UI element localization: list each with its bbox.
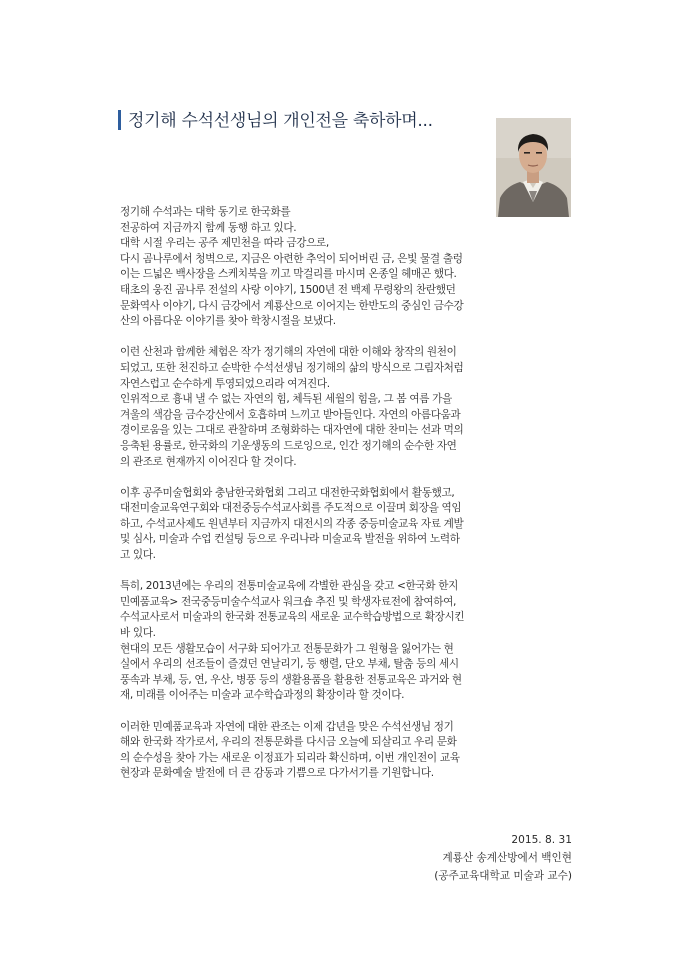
text-line: 특히, 2013년에는 우리의 전통미술교육에 각별한 관심을 갖고 <한국화 한지 xyxy=(120,580,458,593)
text-line: 태초의 웅진 곰나루 전설의 사랑 이야기, 1500년 전 백제 무령왕의 찬란했던 xyxy=(120,283,456,296)
text-line: 실에서 우리의 선조들이 즐겼던 연날리기, 등 행렬, 단오 부채, 탈춤 등의 세시 xyxy=(120,658,459,671)
text-line: 의 순수성을 찾아 가는 새로운 이정표가 되리라 확신하며, 이번 개인전이 교육 xyxy=(120,751,460,764)
paragraph-5 xyxy=(120,720,572,782)
text-line: 겨울의 색감을 금수강산에서 호흡하며 느끼고 받아들인다. 자연의 아름다움과 xyxy=(120,408,461,421)
page-title: 정기해 수석선생님의 개인전을 축하하며... xyxy=(128,111,433,131)
text-line: 바 있다. xyxy=(120,627,156,640)
text-line: 하고, 수석교사제도 원년부터 지금까지 대전시의 각종 중등미술교육 자료 계발 xyxy=(120,517,464,530)
paragraph-4 xyxy=(120,579,572,704)
text-line: 다시 곰나루에서 청벽으로, 지금은 아련한 추억이 되어버린 금, 은빛 물결 출렁 xyxy=(120,252,463,265)
text-line: 대전미술교육연구회와 대전중등수석교사회를 주도적으로 이끌며 회장을 역임 xyxy=(120,502,462,515)
text-line: 민예품교육> 전국중등미술수석교사 워크숍 추진 및 학생자료전에 참여하여, xyxy=(120,595,457,608)
text-line: 및 심사, 미술과 수업 컨설팅 등으로 우리나라 미술교육 발전을 위하여 노력하 xyxy=(120,533,460,546)
text-line: 풍속과 부채, 등, 연, 우산, 병풍 등의 생활용품을 활용한 전통교육은 과거와 현 xyxy=(120,673,462,686)
signature-date: 2015. 8. 31 xyxy=(511,834,572,846)
paragraph-1 xyxy=(120,205,572,330)
text-line: 이는 드넓은 백사장을 스케치북을 끼고 막걸리를 마시며 온종일 헤매곤 했다. xyxy=(120,268,457,281)
text-line: 고 있다. xyxy=(120,549,156,562)
signature-block xyxy=(434,831,572,885)
text-line: 현대의 모든 생활모습이 서구화 되어가고 전통문화가 그 원형을 잃어가는 현 xyxy=(120,642,454,655)
text-line: 이러한 민예품교육과 자연에 대한 관조는 이제 갑년을 맞은 수석선생님 정기 xyxy=(120,720,454,733)
text-line: 해와 한국화 작가로서, 우리의 전통문화를 다시금 오늘에 되살리고 우리 문화 xyxy=(120,736,457,749)
letter-body xyxy=(120,205,572,798)
signature-location: 계룡산 송계산방에서 백인현 xyxy=(442,852,572,864)
text-line: 수석교사로서 미술과의 한국화 전통교육의 새로운 교수학습방법으로 확장시킨 xyxy=(120,611,465,624)
author-portrait-photo xyxy=(496,118,571,217)
text-line: 자연스럽고 순수하게 투영되었으리라 여겨진다. xyxy=(120,377,330,390)
text-line: 되었고, 또한 천진하고 순박한 수석선생님 정기해의 삶의 방식으로 그림자처럼 xyxy=(120,361,464,374)
text-line: 전공하여 지금까지 함께 동행 하고 있다. xyxy=(120,221,297,234)
signature-affiliation: (공주교육대학교 미술과 교수) xyxy=(434,870,572,882)
text-line: 경이로움을 있는 그대로 관찰하며 조형화하는 대자연에 대한 찬미는 선과 먹의 xyxy=(120,424,464,437)
text-line: 의 관조로 현재까지 이어진다 할 것이다. xyxy=(120,455,297,468)
text-line: 문화역사 이야기, 다시 금강에서 계룡산으로 이어지는 한반도의 중심인 금수강 xyxy=(120,299,464,312)
text-line: 재, 미래를 이어주는 미술과 교수학습과정의 확장이라 할 것이다. xyxy=(120,689,405,702)
text-line: 이런 산천과 함께한 체험은 작가 정기해의 자연에 대한 이해와 창작의 원천이 xyxy=(120,346,457,359)
title-accent-bar xyxy=(118,110,121,130)
paragraph-2 xyxy=(120,345,572,470)
paragraph-3 xyxy=(120,486,572,564)
text-line: 인위적으로 흉내 낼 수 없는 자연의 힘, 체득된 세월의 힘을, 그 봄 여름 가을 xyxy=(120,393,452,406)
text-line: 정기해 수석과는 대학 동기로 한국화를 xyxy=(120,206,291,218)
text-line: 응축된 용률로, 한국화의 기운생동의 드로잉으로, 인간 정기해의 순수한 자연 xyxy=(120,439,457,452)
text-line: 산의 아름다운 이야기를 찾아 학창시절을 보냈다. xyxy=(120,315,336,328)
text-line: 현장과 문화예술 발전에 더 큰 감동과 기쁨으로 다가서기를 기원합니다. xyxy=(120,767,434,780)
text-line: 이후 공주미술협회와 충남한국화협회 그리고 대전한국화협회에서 활동했고, xyxy=(120,486,455,499)
text-line: 대학 시절 우리는 공주 제민천을 따라 금강으로, xyxy=(120,237,329,250)
portrait-illustration xyxy=(496,118,571,217)
